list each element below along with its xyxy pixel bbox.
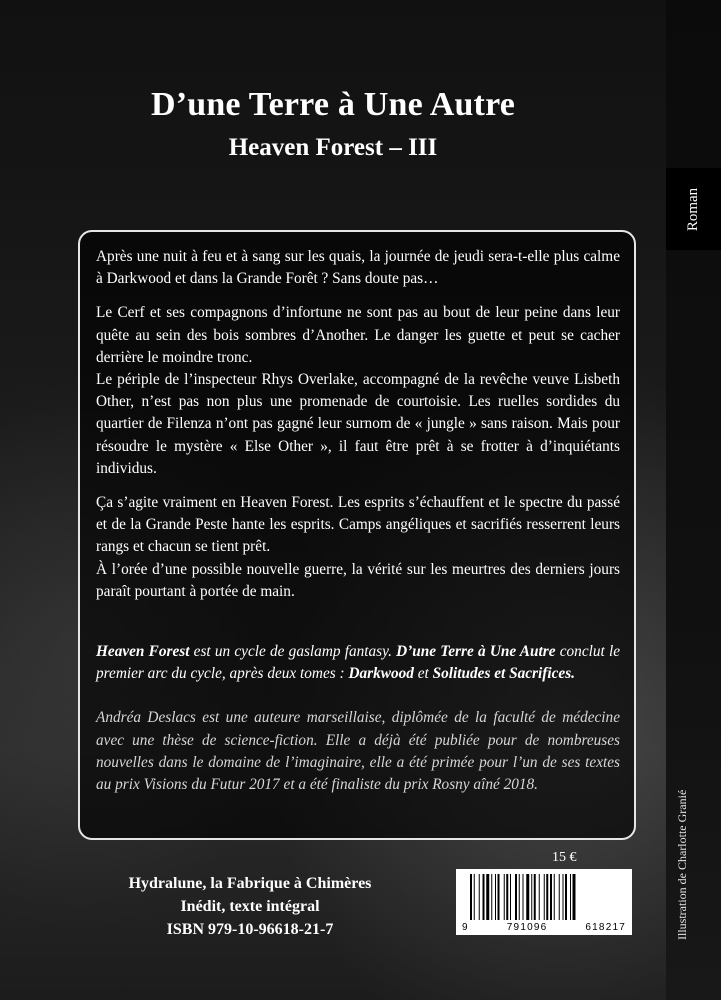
blurb-paragraph-3: Le périple de l’inspecteur Rhys Overlake, accompagné de la revêche veuve Lisbeth Other, n’est pas non plus une promenade de courtoisie. Les ruelles sordides du quartier de Filenza n’ont pas gagné leur surnom de « jungle » sans raison. Mais pour résoudre le mystère « Else Other », il faut être prêt à se frotter à d’inquiétants individus. — [96, 371, 620, 477]
publisher-info — [120, 872, 380, 941]
isbn-label: ISBN 979-10-96618-21-7 — [166, 921, 334, 938]
illustration-credit: Illustration de Charlotte Granié — [675, 789, 689, 940]
series-name: Heaven Forest — [96, 643, 190, 661]
volume-2-name: Solitudes et Sacrifices. — [432, 665, 575, 683]
blurb-paragraph-2: Le Cerf et ses compagnons d’infortune ne sont pas au bout de leur peine dans leur quête au sein des bois sombres d’Another. Le danger les guette et peut se cacher derrière le moindre tronc. — [96, 304, 620, 366]
author-bio: Andréa Deslacs est une auteure marseillaise, diplômée de la faculté de médecine avec une thèse de science-fiction. Elle a déjà été publiée pour de nombreuses nouvelles dans le domaine de l’imaginaire, elle a été primée pour l’un de ses textes au prix Visions du Futur 2017 et a été finaliste du prix Rosny aîné 2018. — [96, 709, 620, 794]
cycle-description: Heaven Forest est un cycle de gaslamp fantasy. D’une Terre à Une Autre conclut le premier arc du cycle, après deux tomes : Darkwood et Solitudes et Sacrifices. — [96, 643, 621, 683]
book-title: D’une Terre à Une Autre — [150, 86, 516, 123]
publisher-name: Hydralune, la Fabrique à Chimères — [128, 875, 372, 892]
blurb-paragraph-1: Après une nuit à feu et à sang sur les quais, la journée de jeudi sera-t-elle plus calme à Darkwood et dans la Grande Forêt ? Sans doute pas… — [96, 248, 620, 288]
barcode-digits: 9 791096 618217 — [462, 922, 626, 933]
blurb-box — [78, 230, 636, 840]
barcode — [456, 869, 632, 935]
book-name: D’une Terre à Une Autre — [396, 643, 556, 661]
edition-note: Inédit, texte intégral — [180, 898, 320, 915]
price-label: 15 € — [552, 850, 577, 865]
barcode-bars-icon — [470, 874, 624, 920]
blurb-paragraph-5: À l’orée d’une possible nouvelle guerre, la vérité sur les meurtres des derniers jours paraît pourtant à portée de main. — [96, 560, 620, 600]
volume-1-name: Darkwood — [348, 665, 414, 683]
blurb-paragraph-4: Ça s’agite vraiment en Heaven Forest. Les esprits s’échauffent et le spectre du passé et de la Grande Peste hante les esprits. Camps angéliques et sacrifiés resserrent leurs rangs et chacun se tient prêt. — [96, 494, 620, 556]
book-subtitle: Heaven Forest – III — [228, 134, 438, 161]
genre-tab — [666, 168, 721, 250]
genre-label: Roman — [685, 187, 701, 231]
